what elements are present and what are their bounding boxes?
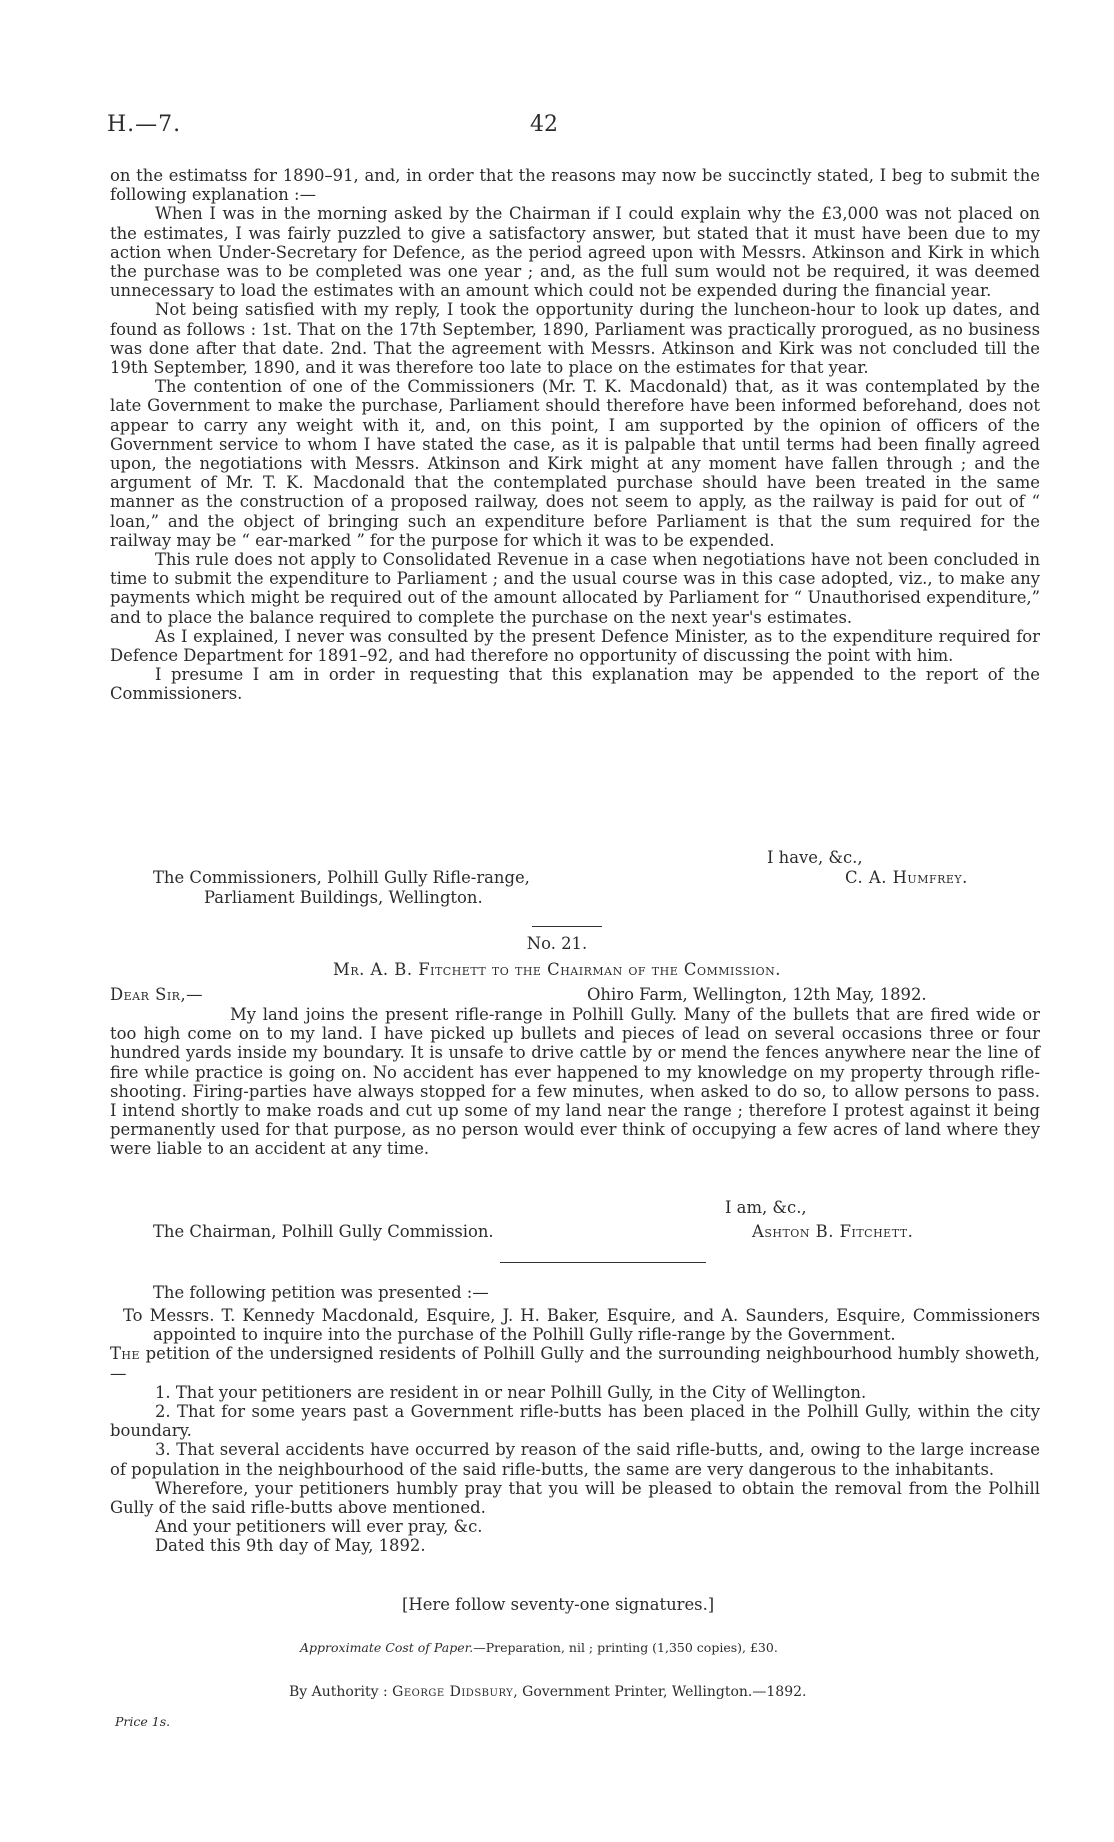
paragraph: When I was in the morning asked by the Chairman if I could explain why the £3,000 was not placed on the estimates, I was fairly puzzled to give a satisfactory answer, but stated that it must have been due to my action when Under-Secretary for Defence, as the period agreed upon with Messrs. Atkinson and Kirk in which the purchase was to be completed was one year ; and, as the full sum would not be required, it was deemed unnecessary to load the estimates with an amount which could not be expended during the financial year. [110,204,1040,301]
cost-note [300,1640,778,1655]
section-title: Mr. A. B. Fitchett to the Chairman of the Commission. [333,960,781,979]
cost-text: —Preparation, nil ; printing (1,350 copies), £30. [473,1640,778,1655]
cost-label: Approximate Cost of Paper. [300,1640,474,1655]
petition-addressee: To Messrs. T. Kennedy Macdonald, Esquire, J. H. Baker, Esquire, and A. Saunders, Esquire, Commissioners appointed to inquire into the purchase of the Polhill Gully rifle-range by the Government. [123,1306,1040,1345]
signature: C. A. Humfrey. [845,868,968,887]
signatures-note: [Here follow seventy-one signatures.] [402,1595,715,1614]
document-reference: H.—7. [107,112,182,137]
paragraph: This rule does not apply to Consolidated Revenue in a case when negotiations have not been concluded in time to submit the expenditure to Parliament ; and the usual course was in this case adopted, viz., to make any payments which might be required out of the amount allocated by Parliament for “ Unauthorised expenditure,” and to place the balance required to complete the purchase on the next year's estimates. [110,550,1040,627]
authority-line [289,1684,806,1700]
humfrey-letter [110,166,1040,704]
authority-prefix: By Authority : [289,1684,388,1700]
salutation: Dear Sir,— [110,985,204,1004]
page-number: 42 [530,112,558,137]
petition-point: 2. That for some years past a Government rifle-butts has been placed in the Polhill Gully, within the city boundary. [110,1402,1040,1441]
paragraph: I presume I am in order in requesting that this explanation may be appended to the report of the Commissioners. [110,665,1040,704]
dateline: Ohiro Farm, Wellington, 12th May, 1892. [587,985,927,1004]
section-number: No. 21. [526,934,588,953]
printer-name: George Didsbury [392,1684,514,1700]
divider [500,1262,706,1263]
petition-date: Dated this 9th day of May, 1892. [155,1536,426,1556]
price: Price 1s. [115,1714,171,1729]
addressee: The Chairman, Polhill Gully Commission. [153,1222,494,1241]
petition-point: 3. That several accidents have occurred by reason of the said rifle-butts, and, owing to the large increase of population in the neighbourhood of the said rifle-butts, the same are very dangerous to the inhabitants. [110,1440,1040,1479]
petition-lead-text: petition of the undersigned residents of Polhill Gully and the surrounding neighbourhood humbly showeth,— [110,1344,1040,1383]
petition-point: 1. That your petitioners are resident in or near Polhill Gully, in the City of Wellington. [155,1382,867,1402]
petition [110,1306,1040,1556]
petition-lead-word: The [110,1344,141,1364]
petition-lead [110,1344,1040,1382]
addressee-address: Parliament Buildings, Wellington. [204,888,483,907]
paragraph: My land joins the present rifle-range in Polhill Gully. Many of the bullets that are fired wide or too high come on to my land. I have picked up bullets and pieces of lead on several occasions three or four hundred yards inside my boundary. It is unsafe to drive cattle by or mend the fences anywhere near the line of fire while practice is going on. No accident has ever happened to my knowledge on my property through rifle-shooting. Firing-parties have always stopped for a few minutes, when asked to do so, to allow persons to pass. I intend shortly to make roads and cut up some of my land near the range ; therefore I protest against it being permanently used for that purpose, as no person would ever think of occupying a few acres of land where they were liable to an accident at any time. [110,1005,1040,1159]
paragraph: Not being satisfied with my reply, I took the opportunity during the luncheon-hour to look up dates, and found as follows : 1st. That on the 17th September, 1890, Parliament was practically prorogued, as no business was done after that date. 2nd. That the agreement with Messrs. Atkinson and Kirk was not concluded till the 19th September, 1890, and it was therefore too late to place on the estimates for that year. [110,300,1040,378]
signature: Ashton B. Fitchett. [752,1222,914,1241]
paragraph: on the estimatss for 1890–91, and, in order that the reasons may now be succinctly stated, I beg to submit the following explanation :— [110,166,1040,205]
petition-closing: And your petitioners will ever pray, &c. [155,1517,483,1537]
authority-suffix: , Government Printer, Wellington.—1892. [513,1684,807,1700]
petition-prayer: Wherefore, your petitioners humbly pray that you will be pleased to obtain the removal from the Polhill Gully of the said rifle-butts above mentioned. [110,1478,1040,1518]
closing: I have, &c., [767,848,863,867]
petition-intro: The following petition was presented :— [153,1283,489,1302]
addressee: The Commissioners, Polhill Gully Rifle-range, [153,868,530,887]
paragraph: The contention of one of the Commissioners (Mr. T. K. Macdonald) that, as it was contemplated by the late Government to make the purchase, Parliament should therefore have been informed beforehand, does not appear to carry any weight with it, and, on this point, I am supported by the opinion of officers of the Government service to whom I have stated the case, as it is palpable that until terms had been finally agreed upon, the negotiations with Messrs. Atkinson and Kirk might at any moment have fallen through ; and the argument of Mr. T. K. Macdonald that the contemplated purchase should have been treated in the same manner as the construction of a proposed railway, does not seem to apply, as the railway is paid for out of “ loan,” and the object of bringing such an expenditure before Parliament is that the sum required for the railway may be “ ear-marked ” for the purpose for which it was to be expended. [110,377,1040,550]
fitchett-letter [110,1005,1040,1159]
closing: I am, &c., [725,1198,807,1217]
divider [532,926,602,927]
paragraph: As I explained, I never was consulted by the present Defence Minister, as to the expenditure required for Defence Department for 1891–92, and had therefore no opportunity of discussing the point with him. [110,626,1040,666]
